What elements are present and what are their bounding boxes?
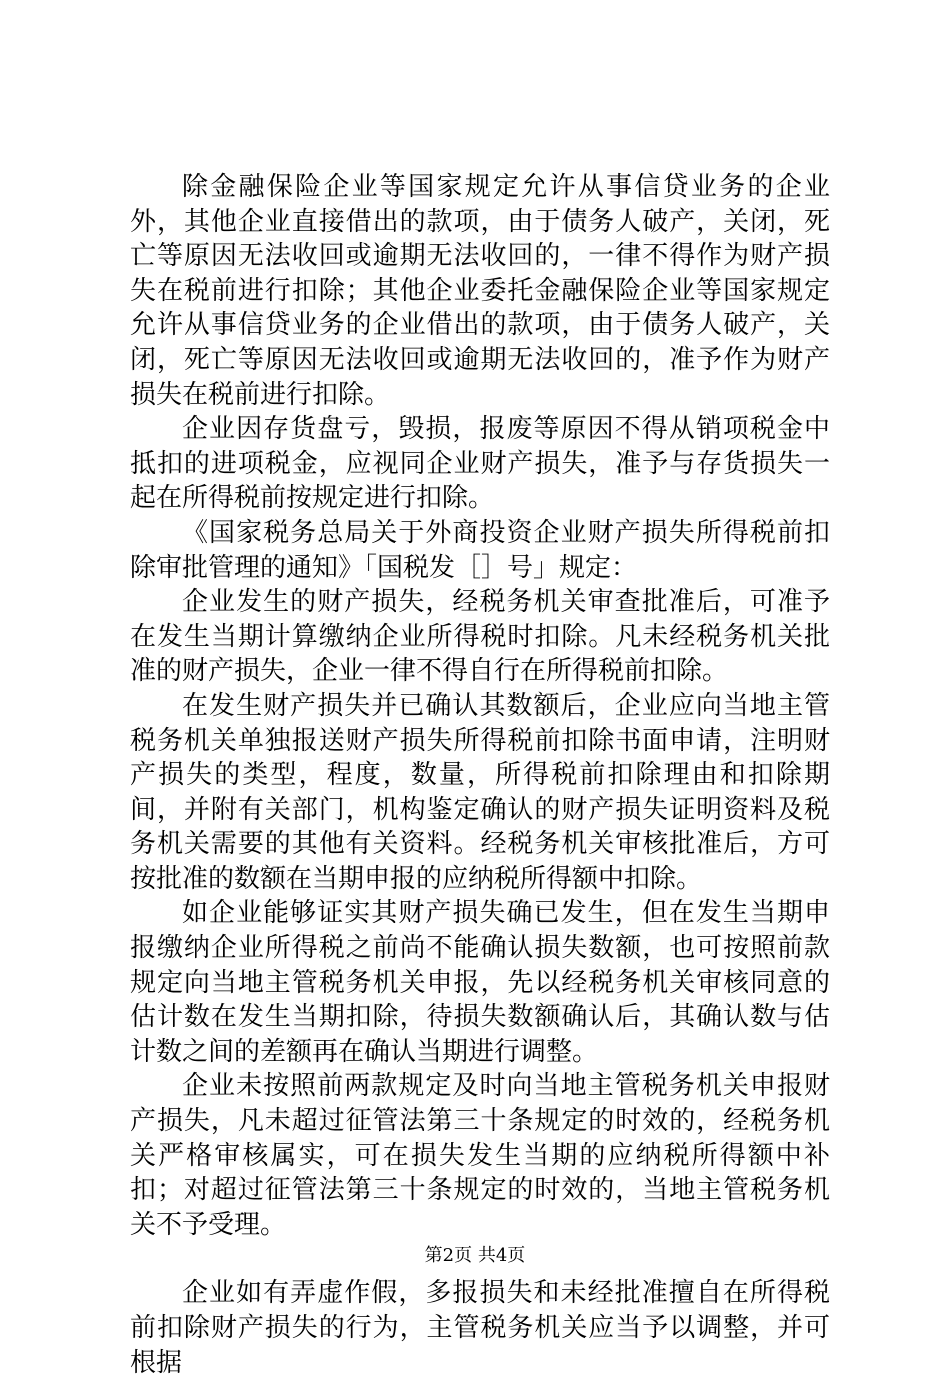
paragraph-application: 在发生财产损失并已确认其数额后，企业应向当地主管税务机关单独报送财产损失所得税前扣除书面申请，注明财产损失的类型，程度，数量，所得税前扣除理由和扣除期间，并附有关部门，机构鉴定确认的财产损失证明资料及税务机关需要的其他有关资料。经税务机关审核批准后，方可按批准的数额在当期申报的应纳税所得额中扣除。 — [130, 690, 830, 894]
paragraph-estimate: 如企业能够证实其财产损失确已发生，但在发生当期申报缴纳企业所得税之前尚不能确认损失数额，也可按照前款规定向当地主管税务机关申报，先以经税务机关审核同意的估计数在发生当期扣除，待损失数额确认后，其确认数与估计数之间的差额再在确认当期进行调整。 — [130, 898, 830, 1067]
paragraph-late-filing: 企业未按照前两款规定及时向当地主管税务机关申报财产损失，凡未超过征管法第三十条规定的时效的，经税务机关严格审核属实，可在损失发生当期的应纳税所得额中补扣；对超过征管法第三十条规定的时效的，当地主管税务机关不予受理。 — [130, 1071, 830, 1240]
paragraph-inventory: 企业因存货盘亏，毁损，报废等原因不得从销项税金中抵扣的进项税金，应视同企业财产损失，准予与存货损失一起在所得税前按规定进行扣除。 — [130, 414, 830, 514]
paragraph-approval: 企业发生的财产损失，经税务机关审查批准后，可准予在发生当期计算缴纳企业所得税时扣除。凡未经税务机关批准的财产损失，企业一律不得自行在所得税前扣除。 — [130, 587, 830, 687]
page-number-footer: 第2页 共4页 — [424, 1245, 526, 1266]
paragraph-fraud: 企业如有弄虚作假，多报损失和未经批准擅自在所得税前扣除财产损失的行为，主管税务机关应当予以调整，并可根据 — [130, 1278, 830, 1378]
paragraph-notice-title: 《国家税务总局关于外商投资企业财产损失所得税前扣除审批管理的通知》「国税发［］号」规定： — [130, 517, 830, 583]
document-body — [130, 170, 830, 1380]
paragraph-loans: 除金融保险企业等国家规定允许从事信贷业务的企业外，其他企业直接借出的款项，由于债务人破产，关闭，死亡等原因无法收回或逾期无法收回的，一律不得作为财产损失在税前进行扣除；其他企业委托金融保险企业等国家规定允许从事信贷业务的企业借出的款项，由于债务人破产，关闭，死亡等原因无法收回或逾期无法收回的，准予作为财产损失在税前进行扣除。 — [130, 172, 830, 410]
